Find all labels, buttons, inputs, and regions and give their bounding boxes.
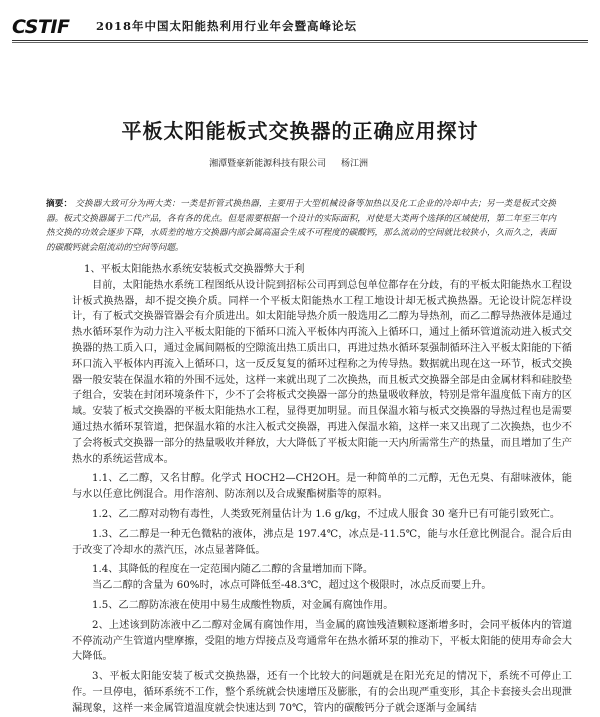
- abstract-label: 摘要：: [46, 199, 73, 209]
- body-paragraph: 目前，太阳能热水系统工程图纸从设计院到招标公司再到总包单位都存在分歧，有的平板太阳能热水工程设计板式换热器，却不提交换介质。同样一个平板太阳能热水工程工地设计却无板式换热器。无论设计院怎样设计，有了板式交换器管器会有介质进出。如太阳能导热介质一般选用乙二醇为导热剂，而乙二醇导热液体是通过热水循环泵作为动力注入平板太阳能的下循环口流入平板体内再流入上循环口，通过上循环管道流动进入板式交换器的热工质入口，通过金属间隔板的空隙流出热工质出口，再进过热水循环泵强制循环注入平板太阳能的下循环口流入平板体内再流入上循环口，这一反反复复的循环过程称之为传导热。数据就出现在这一环节，板式交换器一般安装在保温水箱的外围不远处，这样一来就出现了二次换热，而且板式交换器全部是由金属材料和硅胶垫子组合，安装在封闭环境条件下，少不了会将板式交换器一部分的热量吸收释放，特别是常年温度低下南方的区域。安装了板式交换器的平板太阳能热水工程，显得更加明显。而且保温水箱与板式交换器的导热过程也是需要通过热水循环泵管道，把保温水箱的水注入板式交换器，再进入保温水箱，这样一来又出现了二次换热，也少不了会将板式交换器一部分的热量吸收并释放，大大降低了平板太阳能一天内所需常生产的热量，而且增加了生产热水的系统运营成本。: [72, 279, 572, 465]
- abstract: [46, 197, 556, 253]
- body-paragraph: 1.5、乙二醇防冻液在使用中易生成酸性物质，对金属有腐蚀作用。: [92, 599, 394, 611]
- body-paragraph: 当乙二醇的含量为 60%时，冰点可降低至-48.3℃，超过这个极限时，冰点反而要上升。: [92, 580, 492, 592]
- author-name: 杨江洲: [340, 159, 368, 169]
- body-paragraph: 2、上述该到防冻液中乙二醇对金属有腐蚀作用，当金属的腐蚀残渣颗粒逐渐增多时，会同平板体内的管道不停流动产生管道内壁摩擦，受阻的地方焊接点及弯通常年在热水循环泵的推动下，平板太阳能的使用寿命会大大降低。: [72, 619, 572, 663]
- header-divider: [12, 40, 588, 41]
- body-paragraph: 1.2、乙二醇对动物有毒性，人类致死剂量估计为 1.6 g/kg，不过成人服食 30 毫升已有可能引致死亡。: [92, 508, 561, 520]
- article-title: 平板太阳能板式交换器的正确应用探讨: [121, 119, 479, 143]
- body-paragraph: 3、平板太阳能安装了板式交换热器，还有一个比较大的问题就是在阳光充足的情况下，系统不可停止工作。一旦停电，循环系统不工作，整个系统就会快速增压及膨胀，有的会出现严重变形，其企卡套接头会出现泄漏现象，这样一来金属管道温度就会快速达到 70℃，管内的碳酸钙分子就会逐渐与金属结: [72, 671, 572, 714]
- conference-title: 2018年中国太阳能热利用行业年会暨高峰论坛: [96, 19, 358, 33]
- body-paragraph: 1.3、乙二醇是一种无色微粘的液体，沸点是 197.4℃，冰点是-11.5℃，能与水任意比例混合。混合后由于改变了冷却水的蒸汽压，冰点显著降低。: [72, 528, 572, 556]
- cstif-logo: CSTIF: [12, 16, 70, 38]
- section-heading: 1、平板太阳能热水系统安装板式交换器弊大于利: [84, 264, 305, 275]
- body-paragraph: 1.1、乙二醇，又名甘醇。化学式 HOCH2—CH2OH。是一种简单的二元醇，无色无臭、有甜味液体，能与水以任意比例混合。用作溶剂、防冻剂以及合成聚酯树脂等的原料。: [72, 473, 572, 501]
- author-line: [197, 156, 368, 169]
- body-paragraph: 1.4、其降低的程度在一定范围内随乙二醇的含量增加而下降。: [92, 564, 374, 576]
- author-organization: 湘潭暨豪新能源科技有限公司: [209, 159, 327, 169]
- article-body: [72, 262, 572, 714]
- abstract-text: 交换器大致可分为两大类：一类是折管式换热器，主要用于大型机械设备等加热以及化工企业的冷却中去；另一类是板式交换器。板式交换器属于二代产品，各有各的优点。但是需要根据一个设计的实际面积，对使是大类两个选择的区域使用，第二年至三年内热交换的功效会逐步下降，水质差的地方交换器内部会属高温会生成不可程度的碳酸钙，那么流动的空间就比较狭小，久而久之，表面的碳酸钙就会阻流动的空间等问题。: [46, 199, 556, 253]
- page-header: [12, 16, 588, 38]
- header-divider-thin: [12, 42, 588, 43]
